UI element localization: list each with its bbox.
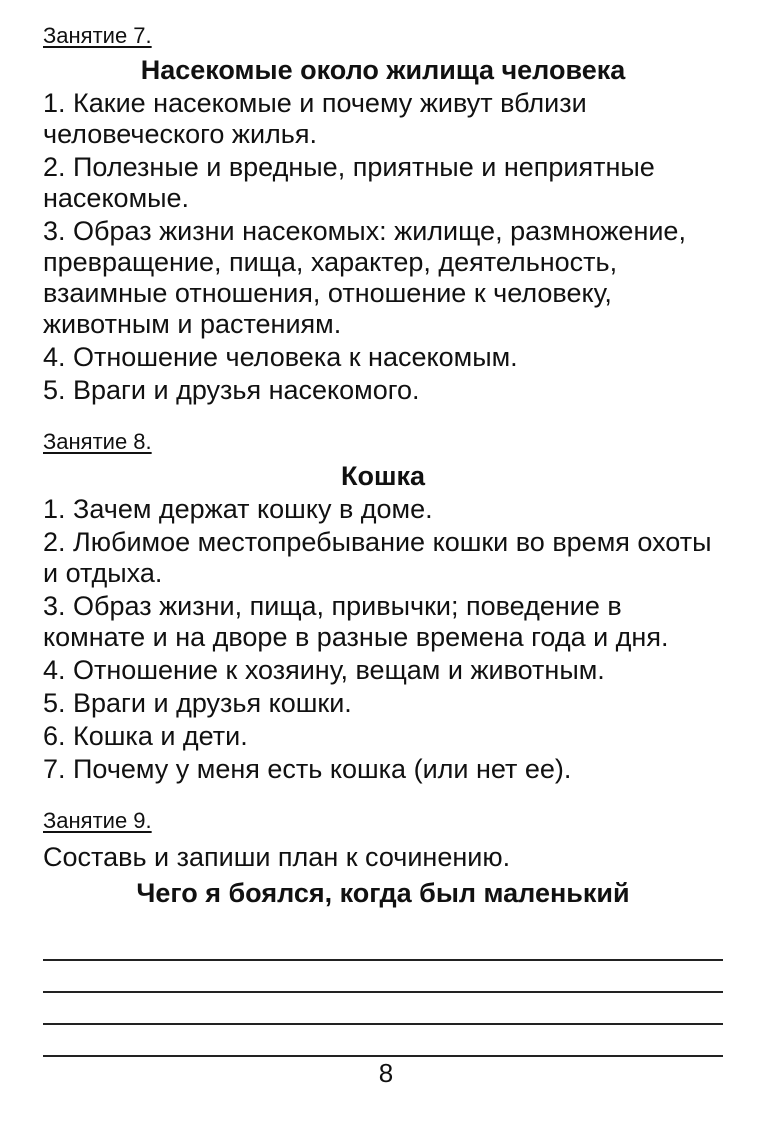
lesson-9-title: Чего я боялся, когда был маленький — [136, 878, 630, 908]
lesson-8-item-6: 6. Кошка и дети. — [43, 721, 248, 751]
lesson-8-item-2: 2. Любимое местопребывание кошки во время охоты и отдыха. — [43, 527, 712, 588]
workbook-page — [43, 22, 723, 1057]
lesson-9 — [43, 807, 723, 1057]
section-spacer — [43, 406, 723, 428]
answer-line[interactable] — [43, 1025, 723, 1057]
lesson-7-item-4: 4. Отношение человека к насекомым. — [43, 342, 518, 372]
lesson-8-item-4: 4. Отношение к хозяину, вещам и животным. — [43, 655, 605, 685]
answer-line[interactable] — [43, 993, 723, 1025]
lesson-7-item-3: 3. Образ жизни насекомых: жилище, размножение, превращение, пища, характер, деятельность, взаимные отношения, отношение к человеку, животным и растениям. — [43, 216, 686, 339]
lesson-8-label: Занятие 8. — [43, 429, 152, 454]
lesson-8-item-1: 1. Зачем держат кошку в доме. — [43, 494, 433, 524]
lesson-7-item-2: 2. Полезные и вредные, приятные и неприятные насекомые. — [43, 152, 655, 213]
section-spacer — [43, 785, 723, 807]
lesson-8-item-3: 3. Образ жизни, пища, привычки; поведение в комнате и на дворе в разные времена года и дня. — [43, 591, 669, 652]
answer-line[interactable] — [43, 961, 723, 993]
lesson-8-item-5: 5. Враги и друзья кошки. — [43, 688, 352, 718]
lesson-8-item-7: 7. Почему у меня есть кошка (или нет ее). — [43, 754, 572, 784]
lesson-9-label: Занятие 9. — [43, 808, 152, 833]
lesson-8-title: Кошка — [340, 461, 425, 491]
answer-writing-lines — [43, 929, 723, 1057]
lesson-7 — [43, 22, 723, 406]
page-number: 8 — [378, 1058, 394, 1088]
lesson-8 — [43, 428, 723, 785]
lesson-7-item-1: 1. Какие насекомые и почему живут вблизи человеческого жилья. — [43, 88, 587, 149]
lesson-7-title: Насекомые около жилища человека — [140, 55, 626, 85]
lesson-9-instruction: Составь и запиши план к сочинению. — [43, 842, 511, 872]
lesson-7-item-5: 5. Враги и друзья насекомого. — [43, 375, 420, 405]
lesson-7-label: Занятие 7. — [43, 23, 152, 48]
answer-line[interactable] — [43, 929, 723, 961]
